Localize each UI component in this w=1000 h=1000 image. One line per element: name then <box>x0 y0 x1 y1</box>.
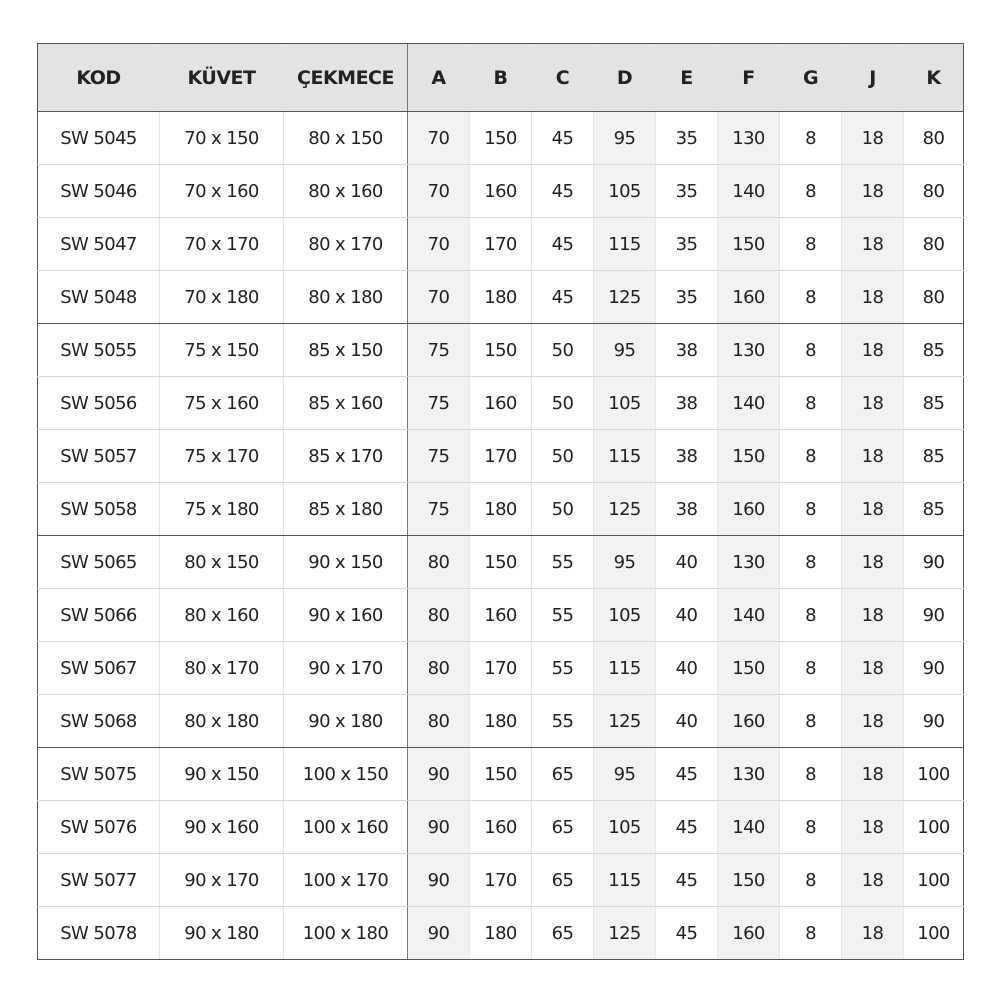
cell-kuvet: 70 x 180 <box>160 271 284 324</box>
cell-kod: SW 5078 <box>38 907 160 960</box>
column-header-k: K <box>904 44 964 112</box>
table-row <box>38 801 964 854</box>
cell-a: 75 <box>408 377 470 430</box>
table-row <box>38 377 964 430</box>
cell-j: 18 <box>842 430 904 483</box>
cell-j: 18 <box>842 854 904 907</box>
cell-c: 45 <box>532 271 594 324</box>
table-row <box>38 589 964 642</box>
cell-kod: SW 5056 <box>38 377 160 430</box>
cell-kod: SW 5048 <box>38 271 160 324</box>
table-row <box>38 854 964 907</box>
cell-e: 45 <box>656 801 718 854</box>
cell-a: 75 <box>408 483 470 536</box>
cell-kod: SW 5057 <box>38 430 160 483</box>
cell-cekmece: 85 x 180 <box>284 483 408 536</box>
cell-g: 8 <box>780 589 842 642</box>
cell-c: 65 <box>532 801 594 854</box>
cell-cekmece: 85 x 160 <box>284 377 408 430</box>
cell-f: 150 <box>718 430 780 483</box>
table-row <box>38 536 964 589</box>
cell-d: 125 <box>594 695 656 748</box>
cell-g: 8 <box>780 165 842 218</box>
cell-e: 45 <box>656 748 718 801</box>
cell-kod: SW 5046 <box>38 165 160 218</box>
cell-kuvet: 75 x 180 <box>160 483 284 536</box>
cell-c: 50 <box>532 324 594 377</box>
cell-c: 55 <box>532 642 594 695</box>
cell-c: 50 <box>532 377 594 430</box>
cell-f: 140 <box>718 801 780 854</box>
cell-d: 115 <box>594 430 656 483</box>
cell-d: 125 <box>594 907 656 960</box>
cell-e: 38 <box>656 483 718 536</box>
cell-e: 35 <box>656 271 718 324</box>
cell-e: 35 <box>656 218 718 271</box>
cell-k: 90 <box>904 642 964 695</box>
cell-b: 160 <box>470 165 532 218</box>
cell-kod: SW 5047 <box>38 218 160 271</box>
cell-j: 18 <box>842 377 904 430</box>
table-row <box>38 907 964 960</box>
cell-a: 75 <box>408 324 470 377</box>
cell-e: 40 <box>656 695 718 748</box>
cell-g: 8 <box>780 324 842 377</box>
cell-g: 8 <box>780 695 842 748</box>
cell-a: 70 <box>408 112 470 165</box>
cell-d: 95 <box>594 112 656 165</box>
cell-kod: SW 5075 <box>38 748 160 801</box>
column-header-kuvet: KÜVET <box>160 44 284 112</box>
cell-c: 65 <box>532 854 594 907</box>
cell-a: 70 <box>408 165 470 218</box>
cell-e: 40 <box>656 642 718 695</box>
cell-k: 100 <box>904 801 964 854</box>
cell-kuvet: 80 x 150 <box>160 536 284 589</box>
cell-kuvet: 90 x 170 <box>160 854 284 907</box>
cell-f: 160 <box>718 695 780 748</box>
column-header-kod: KOD <box>38 44 160 112</box>
column-header-j: J <box>842 44 904 112</box>
cell-k: 80 <box>904 271 964 324</box>
cell-kod: SW 5058 <box>38 483 160 536</box>
table-row <box>38 430 964 483</box>
cell-k: 90 <box>904 695 964 748</box>
cell-cekmece: 90 x 150 <box>284 536 408 589</box>
cell-f: 140 <box>718 165 780 218</box>
cell-b: 180 <box>470 483 532 536</box>
cell-cekmece: 80 x 160 <box>284 165 408 218</box>
cell-e: 40 <box>656 536 718 589</box>
cell-kuvet: 80 x 170 <box>160 642 284 695</box>
cell-kuvet: 70 x 160 <box>160 165 284 218</box>
cell-j: 18 <box>842 271 904 324</box>
cell-a: 80 <box>408 589 470 642</box>
cell-d: 115 <box>594 854 656 907</box>
cell-d: 95 <box>594 536 656 589</box>
table-row <box>38 642 964 695</box>
cell-k: 80 <box>904 218 964 271</box>
cell-d: 105 <box>594 377 656 430</box>
cell-b: 150 <box>470 748 532 801</box>
cell-k: 100 <box>904 748 964 801</box>
cell-kod: SW 5066 <box>38 589 160 642</box>
cell-f: 160 <box>718 907 780 960</box>
cell-j: 18 <box>842 642 904 695</box>
cell-f: 140 <box>718 377 780 430</box>
cell-k: 90 <box>904 589 964 642</box>
cell-g: 8 <box>780 854 842 907</box>
cell-kod: SW 5065 <box>38 536 160 589</box>
cell-a: 90 <box>408 801 470 854</box>
table-body <box>38 112 964 960</box>
table-row <box>38 165 964 218</box>
cell-d: 115 <box>594 642 656 695</box>
table-row <box>38 218 964 271</box>
cell-a: 70 <box>408 218 470 271</box>
cell-g: 8 <box>780 430 842 483</box>
cell-d: 125 <box>594 483 656 536</box>
cell-b: 170 <box>470 430 532 483</box>
cell-j: 18 <box>842 589 904 642</box>
cell-d: 105 <box>594 165 656 218</box>
cell-a: 80 <box>408 642 470 695</box>
cell-b: 180 <box>470 271 532 324</box>
cell-cekmece: 100 x 160 <box>284 801 408 854</box>
cell-k: 100 <box>904 907 964 960</box>
cell-cekmece: 90 x 170 <box>284 642 408 695</box>
cell-j: 18 <box>842 801 904 854</box>
cell-e: 45 <box>656 854 718 907</box>
cell-f: 150 <box>718 218 780 271</box>
cell-j: 18 <box>842 218 904 271</box>
cell-j: 18 <box>842 483 904 536</box>
cell-k: 85 <box>904 430 964 483</box>
table-row <box>38 271 964 324</box>
cell-b: 180 <box>470 695 532 748</box>
cell-d: 95 <box>594 324 656 377</box>
cell-f: 130 <box>718 112 780 165</box>
cell-k: 90 <box>904 536 964 589</box>
cell-kuvet: 75 x 150 <box>160 324 284 377</box>
cell-b: 170 <box>470 218 532 271</box>
cell-k: 80 <box>904 165 964 218</box>
cell-kuvet: 75 x 170 <box>160 430 284 483</box>
cell-e: 45 <box>656 907 718 960</box>
cell-cekmece: 90 x 180 <box>284 695 408 748</box>
cell-e: 38 <box>656 377 718 430</box>
cell-j: 18 <box>842 112 904 165</box>
table-row <box>38 483 964 536</box>
cell-cekmece: 100 x 180 <box>284 907 408 960</box>
cell-e: 40 <box>656 589 718 642</box>
cell-cekmece: 85 x 150 <box>284 324 408 377</box>
cell-c: 50 <box>532 483 594 536</box>
cell-j: 18 <box>842 907 904 960</box>
cell-cekmece: 80 x 180 <box>284 271 408 324</box>
column-header-d: D <box>594 44 656 112</box>
dimension-table <box>37 43 964 960</box>
cell-b: 160 <box>470 377 532 430</box>
table-row <box>38 324 964 377</box>
column-header-c: C <box>532 44 594 112</box>
cell-g: 8 <box>780 536 842 589</box>
column-header-b: B <box>470 44 532 112</box>
column-header-a: A <box>408 44 470 112</box>
cell-a: 90 <box>408 854 470 907</box>
cell-kuvet: 90 x 180 <box>160 907 284 960</box>
cell-kuvet: 80 x 160 <box>160 589 284 642</box>
cell-e: 38 <box>656 430 718 483</box>
cell-d: 115 <box>594 218 656 271</box>
cell-g: 8 <box>780 483 842 536</box>
cell-kuvet: 80 x 180 <box>160 695 284 748</box>
cell-a: 80 <box>408 536 470 589</box>
cell-g: 8 <box>780 801 842 854</box>
cell-cekmece: 80 x 170 <box>284 218 408 271</box>
cell-c: 55 <box>532 536 594 589</box>
cell-g: 8 <box>780 642 842 695</box>
cell-b: 150 <box>470 112 532 165</box>
cell-d: 105 <box>594 801 656 854</box>
cell-f: 130 <box>718 536 780 589</box>
cell-c: 55 <box>532 589 594 642</box>
cell-g: 8 <box>780 907 842 960</box>
cell-f: 130 <box>718 324 780 377</box>
cell-kod: SW 5055 <box>38 324 160 377</box>
cell-k: 85 <box>904 377 964 430</box>
cell-cekmece: 80 x 150 <box>284 112 408 165</box>
cell-c: 65 <box>532 907 594 960</box>
cell-f: 160 <box>718 483 780 536</box>
cell-b: 150 <box>470 536 532 589</box>
cell-f: 150 <box>718 642 780 695</box>
cell-kuvet: 75 x 160 <box>160 377 284 430</box>
cell-kuvet: 70 x 170 <box>160 218 284 271</box>
cell-f: 130 <box>718 748 780 801</box>
cell-j: 18 <box>842 165 904 218</box>
cell-cekmece: 85 x 170 <box>284 430 408 483</box>
cell-k: 85 <box>904 324 964 377</box>
header-row <box>38 44 964 112</box>
cell-g: 8 <box>780 112 842 165</box>
cell-c: 45 <box>532 165 594 218</box>
cell-g: 8 <box>780 271 842 324</box>
cell-a: 90 <box>408 748 470 801</box>
column-header-cekmece: ÇEKMECE <box>284 44 408 112</box>
cell-b: 160 <box>470 801 532 854</box>
cell-e: 38 <box>656 324 718 377</box>
cell-kod: SW 5076 <box>38 801 160 854</box>
cell-kuvet: 90 x 160 <box>160 801 284 854</box>
column-header-e: E <box>656 44 718 112</box>
cell-kuvet: 70 x 150 <box>160 112 284 165</box>
cell-b: 170 <box>470 642 532 695</box>
cell-a: 80 <box>408 695 470 748</box>
cell-cekmece: 90 x 160 <box>284 589 408 642</box>
table-row <box>38 112 964 165</box>
cell-kod: SW 5077 <box>38 854 160 907</box>
cell-d: 105 <box>594 589 656 642</box>
table-row <box>38 695 964 748</box>
cell-b: 160 <box>470 589 532 642</box>
cell-c: 55 <box>532 695 594 748</box>
cell-e: 35 <box>656 112 718 165</box>
cell-kod: SW 5068 <box>38 695 160 748</box>
cell-b: 180 <box>470 907 532 960</box>
column-header-f: F <box>718 44 780 112</box>
cell-j: 18 <box>842 748 904 801</box>
cell-a: 90 <box>408 907 470 960</box>
cell-c: 65 <box>532 748 594 801</box>
cell-j: 18 <box>842 695 904 748</box>
cell-j: 18 <box>842 324 904 377</box>
cell-b: 170 <box>470 854 532 907</box>
cell-a: 70 <box>408 271 470 324</box>
cell-kod: SW 5067 <box>38 642 160 695</box>
cell-c: 45 <box>532 112 594 165</box>
cell-e: 35 <box>656 165 718 218</box>
cell-g: 8 <box>780 377 842 430</box>
cell-c: 50 <box>532 430 594 483</box>
cell-g: 8 <box>780 748 842 801</box>
cell-k: 80 <box>904 112 964 165</box>
cell-f: 160 <box>718 271 780 324</box>
cell-j: 18 <box>842 536 904 589</box>
cell-kod: SW 5045 <box>38 112 160 165</box>
cell-f: 140 <box>718 589 780 642</box>
cell-a: 75 <box>408 430 470 483</box>
cell-d: 125 <box>594 271 656 324</box>
cell-f: 150 <box>718 854 780 907</box>
cell-cekmece: 100 x 150 <box>284 748 408 801</box>
cell-d: 95 <box>594 748 656 801</box>
cell-cekmece: 100 x 170 <box>284 854 408 907</box>
table-row <box>38 748 964 801</box>
cell-b: 150 <box>470 324 532 377</box>
cell-k: 85 <box>904 483 964 536</box>
cell-kuvet: 90 x 150 <box>160 748 284 801</box>
cell-k: 100 <box>904 854 964 907</box>
column-header-g: G <box>780 44 842 112</box>
cell-c: 45 <box>532 218 594 271</box>
cell-g: 8 <box>780 218 842 271</box>
